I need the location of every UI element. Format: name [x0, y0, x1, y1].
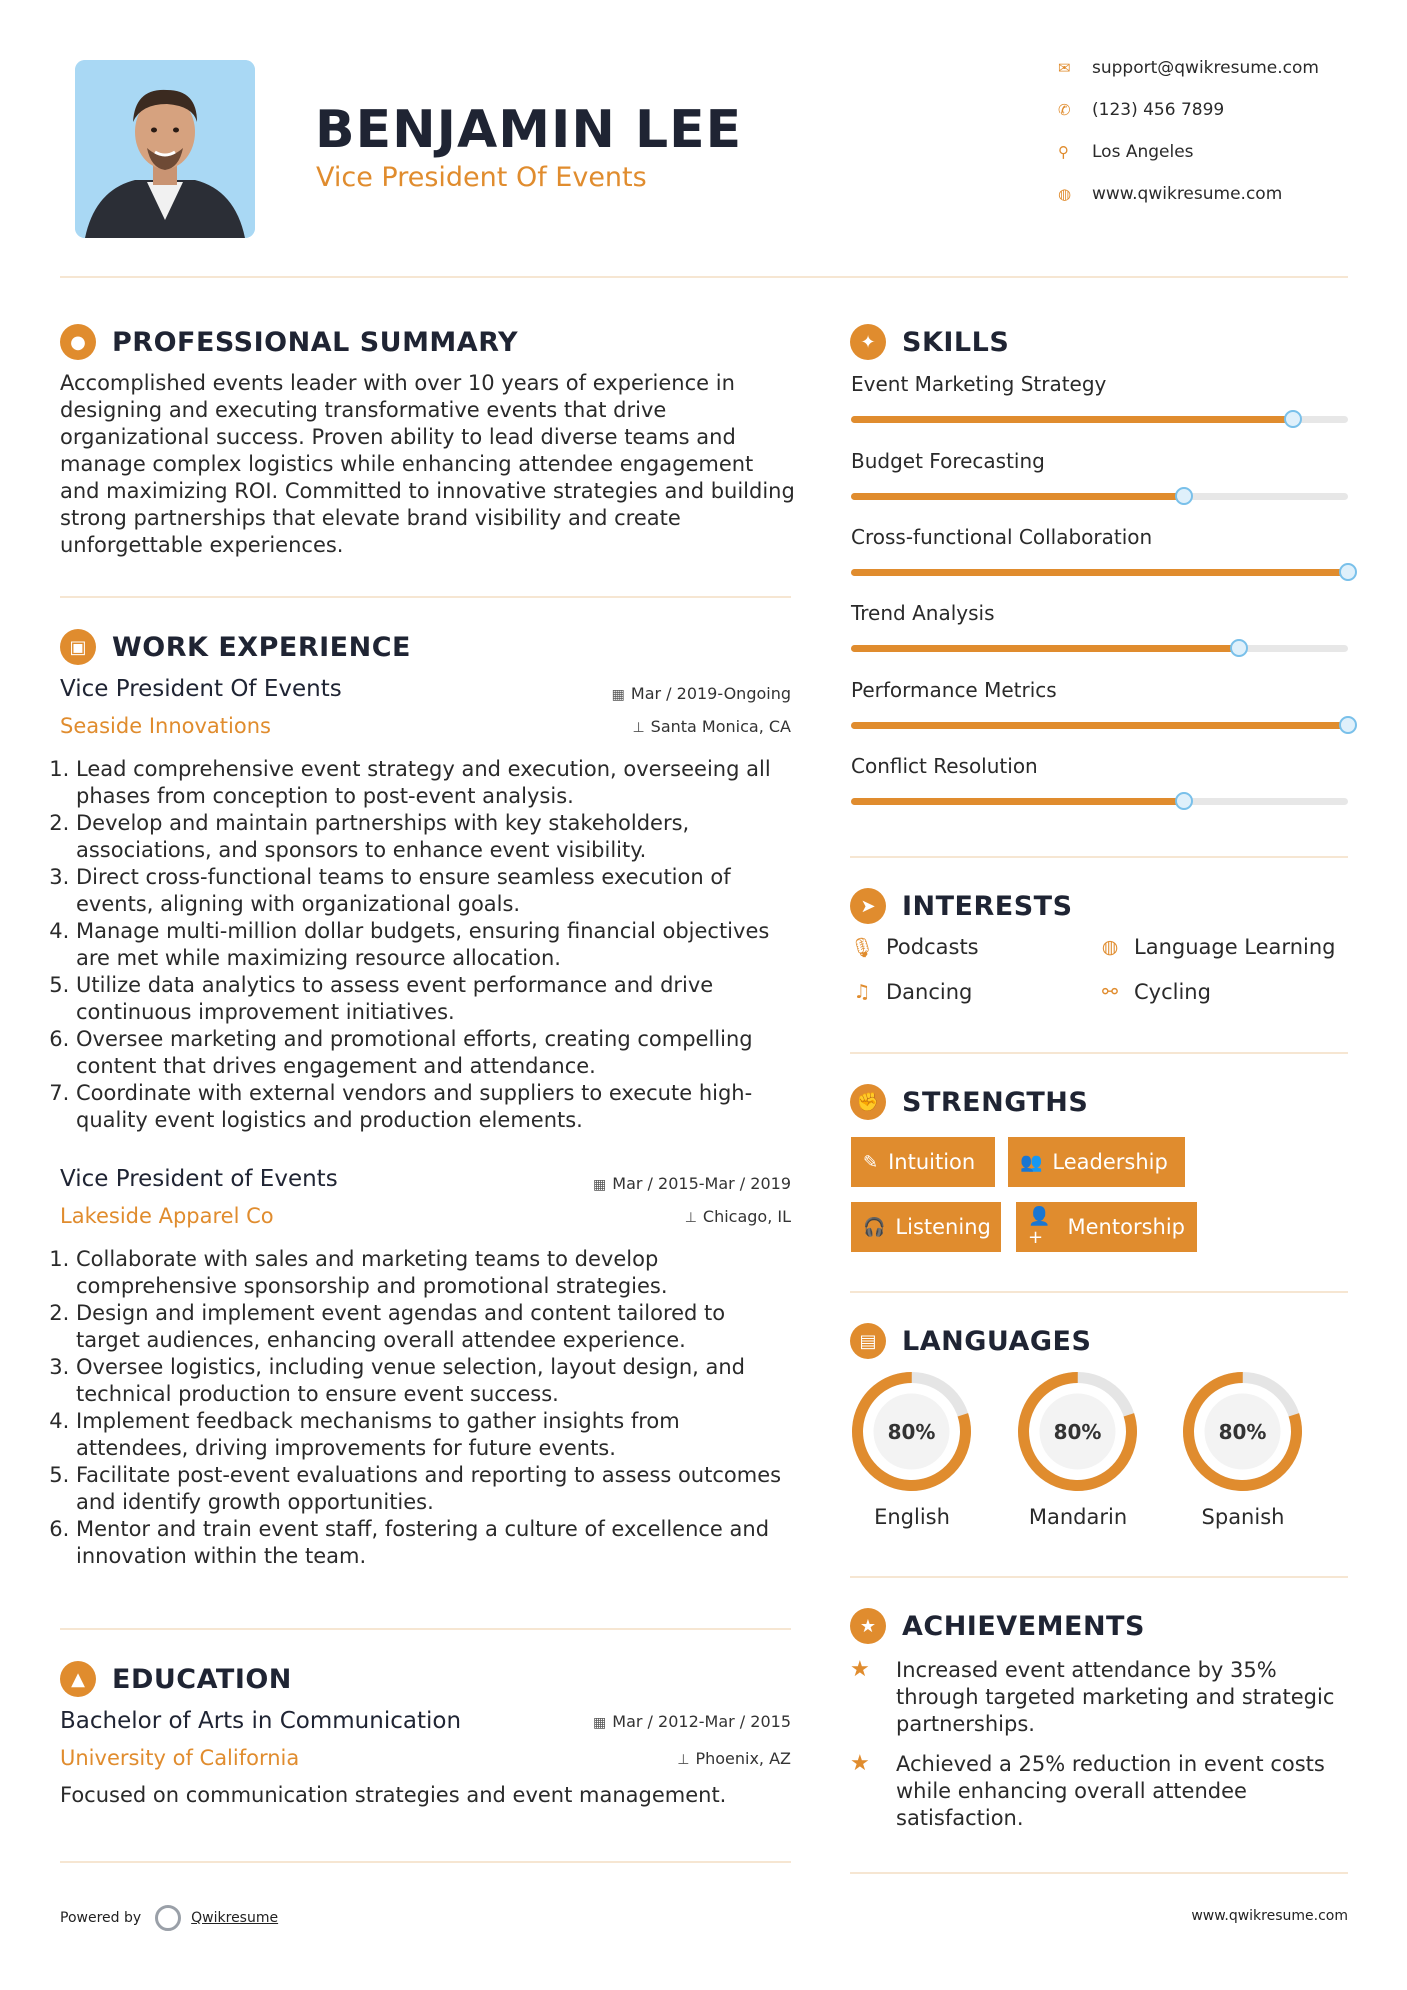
education-location-text: Phoenix, AZ	[695, 1749, 791, 1768]
education-title: EDUCATION	[112, 1663, 292, 1695]
fist-icon: ✊	[850, 1084, 886, 1120]
strengths-header	[850, 1084, 1088, 1120]
strengths-divider	[850, 1291, 1348, 1293]
languages-divider	[850, 1576, 1348, 1578]
strength-chip-leadership	[1008, 1137, 1185, 1187]
languages-title: LANGUAGES	[902, 1325, 1092, 1357]
interest-item	[850, 980, 972, 1004]
job1-role: Vice President Of Events	[60, 676, 342, 702]
job1-company: Seaside Innovations	[60, 714, 271, 738]
strength-chip-intuition	[851, 1137, 995, 1187]
candidate-title: Vice President Of Events	[316, 162, 647, 193]
job2-location-text: Chicago, IL	[702, 1207, 791, 1226]
music-note-icon: ♫	[853, 981, 871, 1003]
achievement-text: Achieved a 25% reduction in event costs while enhancing overall attendee satisfaction.	[896, 1752, 1325, 1830]
experience-header	[60, 629, 411, 665]
skill-fill	[851, 416, 1293, 423]
skill-bar	[851, 722, 1348, 729]
strengths-title: STRENGTHS	[902, 1086, 1089, 1118]
job2-bullets	[58, 1246, 793, 1570]
summary-divider	[60, 596, 791, 598]
education-divider	[60, 1861, 791, 1863]
skill-knob	[1230, 639, 1248, 657]
strength-chip-listening	[851, 1202, 1001, 1252]
interest-label: Language Learning	[1134, 935, 1336, 959]
calendar-icon: ▦	[593, 1177, 607, 1193]
microphone-icon: 🎙	[850, 936, 875, 959]
education-dates	[500, 1712, 791, 1731]
contact-phone[interactable]	[1058, 100, 1224, 120]
headphones-icon: 🎧	[863, 1216, 886, 1238]
achievement-item	[850, 1657, 1350, 1738]
map-pin-icon: ⚲	[1058, 143, 1069, 161]
candidate-name: BENJAMIN LEE	[315, 100, 743, 160]
education-header	[60, 1661, 292, 1697]
skill-label: Budget Forecasting	[851, 449, 1045, 473]
job2-company: Lakeside Apparel Co	[60, 1204, 274, 1228]
star-icon: ★	[850, 1751, 870, 1776]
skill-fill	[851, 645, 1239, 652]
language-label: Spanish	[1201, 1505, 1285, 1529]
magic-wand-icon: ✎	[863, 1151, 879, 1173]
star-icon: ★	[850, 1657, 870, 1682]
pin-icon: ⊥	[677, 1752, 690, 1768]
skill-label: Conflict Resolution	[851, 754, 1038, 778]
list-item: 6. Oversee marketing and promotional efforts, creating compelling content that drives engagement and attendance.	[76, 1026, 793, 1080]
header-divider	[60, 276, 1348, 278]
contact-phone-text: (123) 456 7899	[1092, 100, 1225, 120]
chair-icon: ▣	[60, 629, 96, 665]
skill-knob	[1175, 792, 1193, 810]
strength-label: Leadership	[1052, 1150, 1168, 1174]
list-item: 2. Develop and maintain partnerships with key stakeholders, associations, and sponsors to enhance event visibility.	[76, 810, 793, 864]
contact-location-text: Los Angeles	[1092, 142, 1194, 162]
id-card-icon: ▤	[850, 1323, 886, 1359]
achievement-text: Increased event attendance by 35% through targeted marketing and strategic partnerships.	[896, 1658, 1335, 1736]
list-item: 5. Utilize data analytics to assess event performance and drive continuous improvement initiatives.	[76, 972, 793, 1026]
skills-header	[850, 324, 1009, 360]
contact-website-text: www.qwikresume.com	[1092, 184, 1283, 204]
brand-link[interactable]: Qwikresume	[191, 1910, 279, 1926]
interests-header	[850, 888, 1073, 924]
achievements-header	[850, 1608, 1145, 1644]
job2-dates-text: Mar / 2015-Mar / 2019	[612, 1174, 791, 1193]
language-label: Mandarin	[1028, 1505, 1128, 1529]
achievements-title: ACHIEVEMENTS	[902, 1610, 1145, 1642]
qwikresume-logo-icon	[155, 1905, 181, 1931]
calendar-icon: ▦	[593, 1715, 607, 1731]
skill-fill	[851, 493, 1184, 500]
summary-title: PROFESSIONAL SUMMARY	[112, 326, 519, 358]
skill-knob	[1284, 410, 1302, 428]
calendar-icon: ▦	[611, 687, 625, 703]
strength-label: Intuition	[888, 1150, 976, 1174]
skill-label: Event Marketing Strategy	[851, 372, 1107, 396]
skill-fill	[851, 798, 1184, 805]
user-icon: ●	[60, 324, 96, 360]
job2-role: Vice President of Events	[60, 1166, 338, 1192]
list-item: 1. Lead comprehensive event strategy and execution, overseeing all phases from conception to post-event analysis.	[76, 756, 793, 810]
globe-icon: ◍	[1058, 185, 1072, 203]
education-description: Focused on communication strategies and event management.	[60, 1783, 727, 1807]
job1-location	[520, 717, 791, 736]
pin-icon: ⊥	[632, 720, 645, 736]
interest-label: Podcasts	[886, 935, 979, 959]
paper-plane-icon: ➤	[850, 888, 886, 924]
interest-label: Dancing	[886, 980, 973, 1004]
languages-header	[850, 1323, 1091, 1359]
education-degree: Bachelor of Arts in Communication	[60, 1708, 462, 1734]
language-percent: 80%	[1218, 1420, 1267, 1444]
footer-powered	[60, 1905, 278, 1931]
skill-fill	[851, 569, 1348, 576]
list-item: 5. Facilitate post-event evaluations and reporting to assess outcomes and identify growth opportunities.	[76, 1462, 793, 1516]
globe-icon: ◍	[1101, 936, 1119, 958]
skill-label: Cross-functional Collaboration	[851, 525, 1153, 549]
phone-icon: ✆	[1058, 101, 1071, 119]
language-percent: 80%	[1053, 1420, 1102, 1444]
star-badge-icon: ★	[850, 1608, 886, 1644]
achievement-item	[850, 1751, 1350, 1832]
list-item: 2. Design and implement event agendas and content tailored to target audiences, enhancing overall attendee experience.	[76, 1300, 793, 1354]
bicycle-icon: ⚯	[1102, 981, 1118, 1003]
list-item: 3. Oversee logistics, including venue selection, layout design, and technical production to ensure event success.	[76, 1354, 793, 1408]
interest-item	[1098, 980, 1211, 1004]
user-plus-icon: 👤+	[1028, 1206, 1051, 1248]
skill-knob	[1175, 487, 1193, 505]
users-icon: 👥	[1020, 1151, 1043, 1173]
education-location	[520, 1749, 791, 1768]
education-school: University of California	[60, 1746, 300, 1770]
skill-fill	[851, 722, 1348, 729]
list-item: 4. Implement feedback mechanisms to gather insights from attendees, driving improvements for future events.	[76, 1408, 793, 1462]
experience-divider	[60, 1628, 791, 1630]
interests-title: INTERESTS	[902, 890, 1073, 922]
interests-divider	[850, 1052, 1348, 1054]
education-dates-text: Mar / 2012-Mar / 2015	[612, 1712, 791, 1731]
skills-divider	[850, 856, 1348, 858]
powered-by-text: Powered by	[60, 1910, 142, 1926]
skill-label: Performance Metrics	[851, 678, 1057, 702]
skill-bar	[851, 798, 1348, 805]
job1-bullets	[58, 756, 793, 1134]
list-item: 7. Coordinate with external vendors and suppliers to execute high-quality event logistics and production elements.	[76, 1080, 793, 1134]
contact-website[interactable]	[1058, 184, 1282, 204]
language-percent: 80%	[887, 1420, 936, 1444]
language-ring-english	[850, 1370, 973, 1493]
strength-chip-mentorship	[1016, 1202, 1197, 1252]
skill-bar	[851, 569, 1348, 576]
experience-title: WORK EXPERIENCE	[112, 631, 411, 663]
profile-photo	[75, 60, 255, 238]
interest-item	[1098, 935, 1335, 959]
skill-knob	[1339, 563, 1357, 581]
skills-title: SKILLS	[902, 326, 1010, 358]
job1-location-text: Santa Monica, CA	[650, 717, 791, 736]
interest-item	[850, 935, 979, 959]
skill-bar	[851, 416, 1348, 423]
lightbulb-icon: ✦	[850, 324, 886, 360]
list-item: 4. Manage multi-million dollar budgets, ensuring financial objectives are met while maximizing resource allocation.	[76, 918, 793, 972]
footer-url[interactable]: www.qwikresume.com	[1191, 1908, 1348, 1924]
job2-dates	[500, 1174, 791, 1193]
contact-email-text: support@qwikresume.com	[1092, 58, 1319, 78]
interest-label: Cycling	[1134, 980, 1211, 1004]
job2-location	[520, 1207, 791, 1226]
skill-knob	[1339, 716, 1357, 734]
strength-label: Listening	[895, 1215, 991, 1239]
job1-dates-text: Mar / 2019-Ongoing	[630, 684, 791, 703]
list-item: 3. Direct cross-functional teams to ensure seamless execution of events, aligning with organizational goals.	[76, 864, 793, 918]
list-item: 6. Mentor and train event staff, fostering a culture of excellence and innovation within the team.	[76, 1516, 793, 1570]
strength-label: Mentorship	[1067, 1215, 1185, 1239]
skill-bar	[851, 493, 1348, 500]
contact-location	[1058, 142, 1194, 162]
skill-label: Trend Analysis	[851, 601, 995, 625]
language-label: English	[874, 1505, 950, 1529]
pin-icon: ⊥	[684, 1210, 697, 1226]
skill-bar	[851, 645, 1348, 652]
contact-email[interactable]	[1058, 58, 1319, 78]
envelope-icon: ✉	[1058, 59, 1071, 77]
summary-header	[60, 324, 518, 360]
language-ring-spanish	[1181, 1370, 1304, 1493]
graduation-icon: ▲	[60, 1661, 96, 1697]
job1-dates	[520, 684, 791, 703]
list-item: 1. Collaborate with sales and marketing teams to develop comprehensive sponsorship and promotional strategies.	[76, 1246, 793, 1300]
summary-text: Accomplished events leader with over 10 years of experience in designing and executing transformative events that drive organizational success. Proven ability to lead diverse teams and manage complex logistics while enhancing attendee engagement and maximizing ROI. Committed to innovative strategies and building strong partnerships that elevate brand visibility and create unforgettable experiences.	[60, 371, 795, 557]
language-ring-mandarin	[1016, 1370, 1139, 1493]
achievements-divider	[850, 1872, 1348, 1874]
